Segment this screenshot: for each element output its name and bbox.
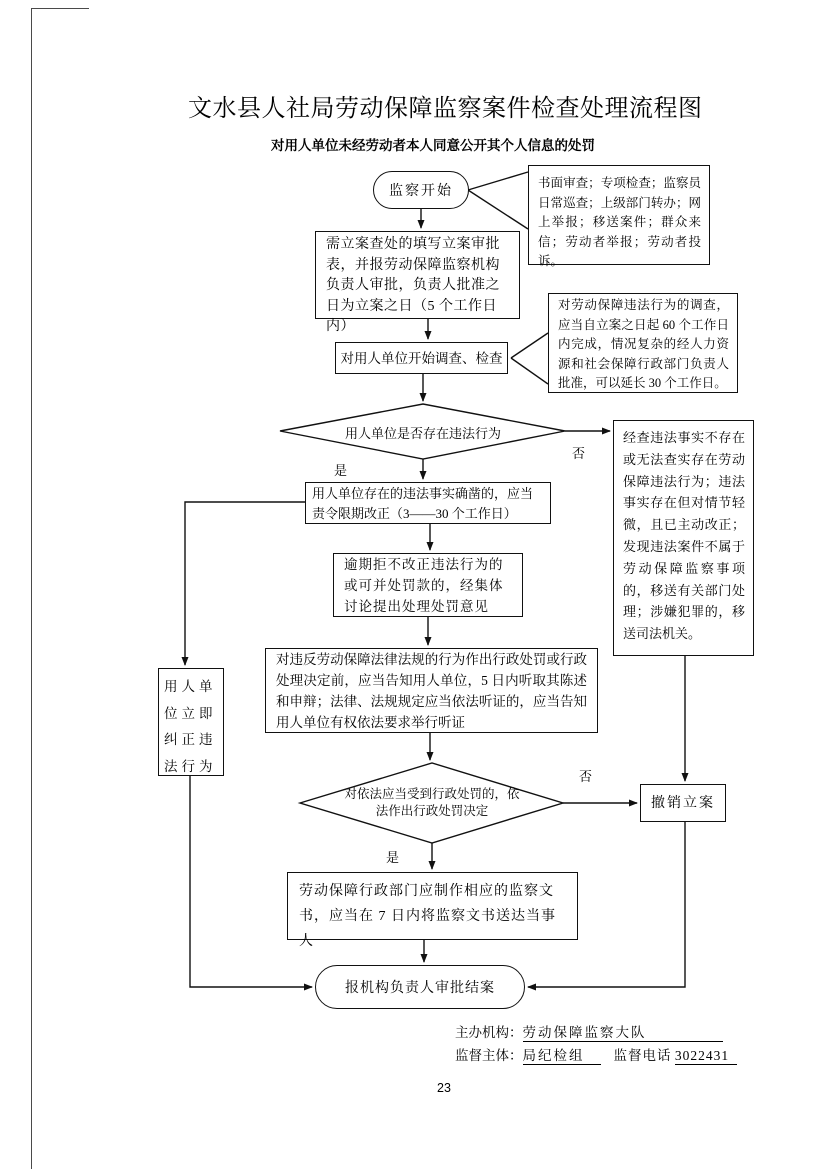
wedge-sources-bottom xyxy=(468,190,528,229)
decision1-no-label: 否 xyxy=(572,446,586,461)
start-node xyxy=(373,171,469,209)
revoke-box-label: 撤销立案 xyxy=(651,795,715,811)
deadline-note-box: 对劳动保障违法行为的调查，应当自立案之日起 60 个工作日内完成，情况复杂的经人力资源和社会保障行政部门负责人批准，可以延长 30 个工作日。 xyxy=(548,293,738,393)
end-node xyxy=(315,965,525,1009)
page-number: 23 xyxy=(437,1081,451,1095)
wedge-sources-top xyxy=(468,172,528,190)
wedge-deadline-bottom xyxy=(511,358,548,384)
supervisor-label: 监督主体： xyxy=(455,1048,523,1063)
decision1-label: 用人单位是否存在违法行为 xyxy=(344,426,501,441)
revoke-box xyxy=(640,784,726,822)
footer-organizer-row xyxy=(455,1021,723,1042)
page-subtitle: 对用人单位未经劳动者本人同意公开其个人信息的处罚 xyxy=(271,138,595,153)
immediate-correction-box: 用人单位立即纠正违法行为 xyxy=(158,668,224,776)
end-node-label: 报机构负责人审批结案 xyxy=(345,981,495,996)
documents-box: 劳动保障行政部门应制作相应的监察文书，应当在 7 日内将监察文书送达当事人 xyxy=(287,872,578,940)
organizer-value: 劳动保障监察大队 xyxy=(523,1021,723,1042)
order-correction-box: 用人单位存在的违法事实确凿的，应当责令限期改正（3——30 个工作日） xyxy=(305,482,551,524)
decision2-label: 对依法应当受到行政处罚的，依法作出行政处罚决定 xyxy=(344,787,520,818)
start-node-label: 监察开始 xyxy=(389,184,453,199)
overdue-box: 逾期拒不改正违法行为的或可并处罚款的，经集体讨论提出处理处罚意见 xyxy=(333,553,523,617)
page-title: 文水县人社局劳动保障监察案件检查处理流程图 xyxy=(188,95,703,122)
arrow-order-to-immediate xyxy=(185,502,305,665)
filing-box: 需立案查处的填写立案审批表，并报劳动保障监察机构负责人审批，负责人批准之日为立案之日（5 个工作日内） xyxy=(315,231,520,319)
decision1-yes-label: 是 xyxy=(334,463,348,478)
decision2-yes-label: 是 xyxy=(386,850,400,865)
supervisor-value: 局纪检组 xyxy=(523,1044,601,1065)
footer-supervisor-row xyxy=(455,1044,737,1065)
investigate-box-label: 对用人单位开始调查、检查 xyxy=(340,350,503,366)
sources-note-box: 书面审查；专项检查；监察员日常巡查；上级部门转办；网上举报；移送案件；群众来信；劳动者举报；劳动者投诉。 xyxy=(528,165,710,265)
decision2-no-label: 否 xyxy=(579,769,593,784)
phone-label: 监督电话 xyxy=(613,1048,672,1063)
no-violation-box: 经查违法事实不存在或无法查实存在劳动保障违法行为；违法事实存在但对情节轻微，且已主动改正；发现违法案件不属于劳动保障监察事项的，移送有关部门处理；涉嫌犯罪的，移送司法机关。 xyxy=(613,420,754,656)
inform-box: 对违反劳动保障法律法规的行为作出行政处罚或行政处理决定前，应当告知用人单位，5 日内听取其陈述和申辩；法律、法规规定应当依法听证的，应当告知用人单位有权依法要求举行听证 xyxy=(265,648,598,733)
organizer-label: 主办机构： xyxy=(455,1025,523,1040)
phone-number: 3022431 xyxy=(675,1048,737,1065)
wedge-deadline-top xyxy=(511,333,548,358)
investigate-box xyxy=(335,342,508,374)
